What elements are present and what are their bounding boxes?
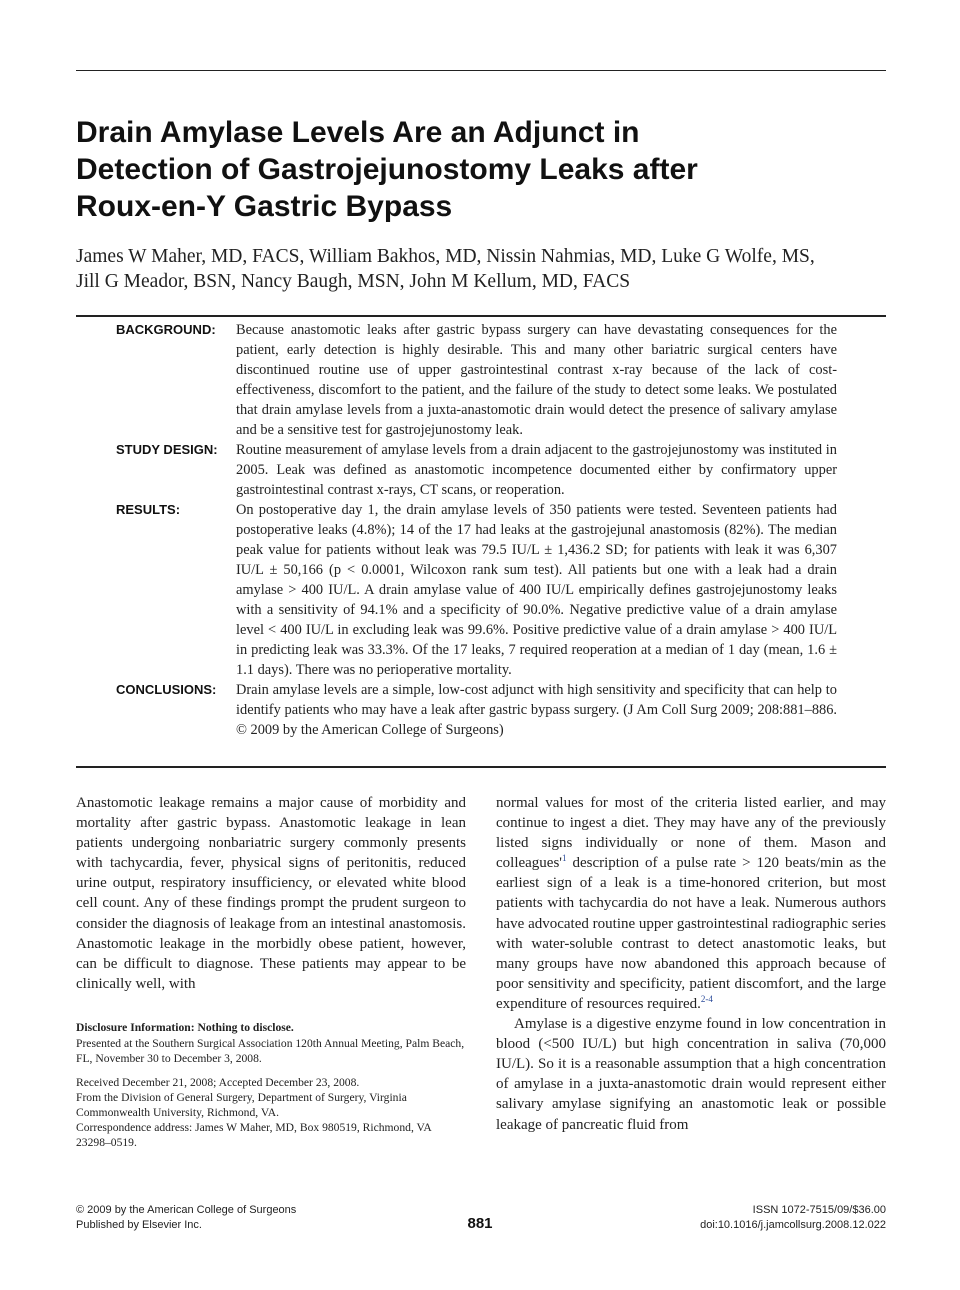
page-number: 881 — [467, 1215, 493, 1232]
doi-link[interactable]: doi:10.1016/j.jamcollsurg.2008.12.022 — [700, 1219, 886, 1231]
abstract-label: RESULTS: — [116, 502, 181, 517]
body-column-left — [76, 793, 466, 994]
abstract-study-design — [76, 440, 886, 500]
body-paragraph: Amylase is a digestive enzyme found in low concentration in blood (<500 IU/L) but high concentration in saliva (70,000 IU/L). So it is a reasonable assumption that a high concentration of amylase in a juxta-anastomotic drain would represent either salivary amylase signifying an anastomotic leak or possible leakage of pancreatic fluid from — [496, 1016, 886, 1133]
disclosure-note: Disclosure Information: Nothing to disclose. — [76, 1021, 294, 1034]
abstract-top-rule — [76, 315, 886, 317]
abstract-background — [76, 320, 886, 440]
body-text: description of a pulse rate > 120 beats/min as the earliest sign of a leak is a time-honored criterion, but most patients with tachycardia do not have a leak. Numerous authors have advocated routine upper gastrointestinal radiographic series with water-soluble contrast to detect anastomotic leaks, but many groups have now abandoned this approach because of poor sensitivity and specificity, patient discomfort, and the large expenditure of resources required. — [496, 855, 886, 1012]
issn-text: ISSN 1072-7515/09/$36.00 — [752, 1204, 886, 1216]
body-column-right — [496, 793, 886, 1135]
correspondence-note: Correspondence address: James W Maher, MD, Box 980519, Richmond, VA 23298–0519. — [76, 1121, 432, 1149]
footer-right — [700, 1203, 886, 1233]
header-rule — [76, 70, 886, 71]
abstract-bottom-rule — [76, 766, 886, 768]
author-list — [76, 244, 886, 294]
title-line: Drain Amylase Levels Are an Adjunct in — [76, 116, 640, 149]
abstract-text: Routine measurement of amylase levels from a drain adjacent to the gastrojejunostomy was instituted in 2005. Leak was defined as anastomotic incompetence documented either by confirmatory upper gastrointestinal contrast x-rays, CT scans, or reoperation. — [236, 442, 837, 498]
received-note: Received December 21, 2008; Accepted December 23, 2008. — [76, 1076, 360, 1089]
abstract-text: On postoperative day 1, the drain amylase levels of 350 patients were tested. Seventeen patients had postoperative leaks (4.8%); 14 of the 17 had leaks at the gastrojejunal anastomosis (82%). The median peak value for patients without leak was 79.5 IU/L ± 1,436.2 SD; for patients with leak it was 6,307 IU/L ± 50,166 (p < 0.0001, Wilcoxon rank sum test). All patients but one with a leak had a drain amylase > 400 IU/L. A drain amylase value of 400 IU/L empirically defines gastrojejunostomy leaks with a sensitivity of 94.1% and a specificity of 90.0%. Negative predictive value of a drain amylase level < 400 IU/L in excluding leak was 99.6%. Positive predictive value of a drain amylase > 400 IU/L in predicting leak was 33.3%. Of the 17 leaks, 7 required reoperation at a median of 1 day (mean, 1.6 ± 1.1 days). There was no perioperative mortality. — [236, 502, 837, 678]
copyright-text: © 2009 by the American College of Surgeons — [76, 1204, 297, 1216]
abstract-text: Because anastomotic leaks after gastric bypass surgery can have devastating consequences for the patient, early detection is highly desirable. This and many other bariatric surgical centers have discontinued routine use of upper gastrointestinal contrast x-ray because of the lack of cost-effectiveness, discomfort to the patient, and the failure of the study to detect some leaks. We postulated that drain amylase levels from a juxta-anastomotic drain would detect the presence of salivary amylase and be a sensitive test for gastrojejunostomy leak. — [236, 322, 837, 438]
footer-left — [76, 1203, 296, 1233]
author-line: James W Maher, MD, FACS, William Bakhos, MD, Nissin Nahmias, MD, Luke G Wolfe, MS, — [76, 246, 815, 267]
body-text: normal values for most of the criteria listed earlier, and may continue to ingest a diet. They may have any of the previously listed signs individually or none of them. Mason and colleagues' — [496, 795, 886, 872]
title-line: Detection of Gastrojejunostomy Leaks after — [76, 153, 698, 186]
affiliation-note: From the Division of General Surgery, Department of Surgery, Virginia Commonwealth University, Richmond, VA. — [76, 1091, 407, 1119]
title-line: Roux-en-Y Gastric Bypass — [76, 190, 453, 223]
publisher-text: Published by Elsevier Inc. — [76, 1219, 202, 1231]
abstract — [76, 320, 886, 740]
abstract-text: Drain amylase levels are a simple, low-cost adjunct with high sensitivity and specificity that can help to identify patients who may have a leak after gastric bypass surgery. (J Am Coll Surg 2009; 208:881–886. © 2009 by the American College of Surgeons) — [236, 682, 837, 738]
abstract-results — [76, 500, 886, 680]
article-title — [76, 114, 876, 225]
article-notes — [76, 1020, 468, 1150]
body-paragraph: Anastomotic leakage remains a major cause of morbidity and mortality after gastric bypass. Anastomotic leakage in lean patients undergoing nonbariatric surgery commonly presents with tachycardia, fever, physical signs of peritonitis, reduced urine output, respiratory insufficiency, or elevated white blood cell count. Any of these findings prompt the prudent surgeon to consider the diagnosis of leakage from an intestinal anastomosis. Anastomotic leakage in the morbidly obese patient, however, can be difficult to diagnose. These patients may appear to be clinically well, with — [76, 795, 466, 992]
abstract-label: CONCLUSIONS: — [116, 682, 217, 697]
author-line: Jill G Meador, BSN, Nancy Baugh, MSN, John M Kellum, MD, FACS — [76, 271, 631, 292]
presentation-note: Presented at the Southern Surgical Association 120th Annual Meeting, Palm Beach, FL, November 30 to December 3, 2008. — [76, 1037, 465, 1065]
abstract-label: STUDY DESIGN: — [116, 442, 218, 457]
abstract-label: BACKGROUND: — [116, 322, 216, 337]
reference-link[interactable]: 2-4 — [700, 993, 713, 1004]
reference-link[interactable]: 1 — [562, 853, 567, 864]
body-paragraph — [496, 793, 886, 1014]
abstract-conclusions — [76, 680, 886, 740]
